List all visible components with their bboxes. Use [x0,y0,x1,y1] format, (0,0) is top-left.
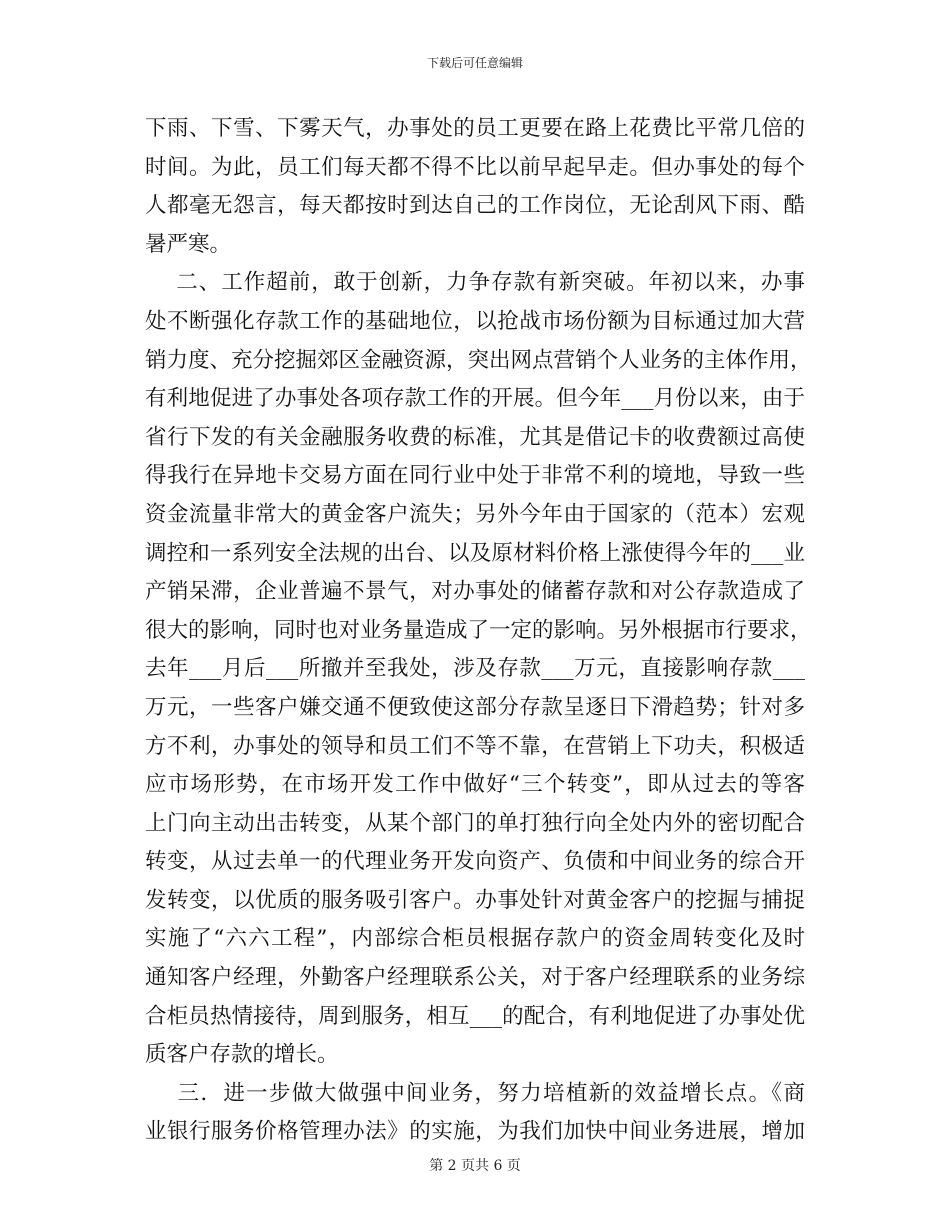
page-header: 下载后可任意编辑 [426,56,523,70]
text-line: 实施了“六六工程”，内部综合柜员根据存款户的资金周转变化及时 [145,926,805,952]
page-number: 第 2 页共 6 页 [429,1158,521,1174]
text-line: 三．进一步做大做强中间业务，努力培植新的效益增长点。《商 [145,1080,805,1106]
text-line: 人都毫无怨言，每天都按时到达自己的工作岗位，无论刮风下雨、酷 [145,193,805,219]
text-line: 下雨、下雪、下雾天气，办事处的员工更要在路上花费比平常几倍的 [145,116,805,141]
text-line: 销力度、充分挖掘郊区金融资源，突出网点营销个人业务的主体作用， [145,347,812,373]
text-line: 发转变，以优质的服务吸引客户。办事处针对黄金客户的挖掘与捕捉 [145,887,805,913]
text-line: 调控和一系列安全法规的出台、以及原材料价格上涨使得今年的___业 [145,540,805,566]
text-line: 转变，从过去单一的代理业务开发向资产、负债和中间业务的综合开 [145,849,805,875]
text-line: 省行下发的有关金融服务收费的标准，尤其是借记卡的收费额过高使 [145,424,805,450]
text-line: 质客户存款的增长。 [145,1042,339,1068]
text-line: 时间。为此，员工们每天都不得不比以前早起早走。但办事处的每个 [145,154,805,180]
text-line: 很大的影响，同时也对业务量造成了一定的影响。另外根据市行要求， [145,617,812,643]
text-line: 资金流量非常大的黄金客户流失；另外今年由于国家的（范本）宏观 [145,501,805,527]
text-line: 二、工作超前，敢于创新，力争存款有新突破。年初以来，办事 [145,270,805,296]
text-line: 暑严寒。 [145,231,232,257]
text-line: 处不断强化存款工作的基础地位，以抢战市场份额为目标通过加大营 [145,308,805,334]
text-line: 应市场形势，在市场开发工作中做好“三个转变”，即从过去的等客 [145,772,805,798]
text-line: 上门向主动出击转变，从某个部门的单打独行向全处内外的密切配合 [145,810,805,836]
text-line: 方不利，办事处的领导和员工们不等不靠，在营销上下功夫，积极适 [145,733,805,759]
text-line: 得我行在异地卡交易方面在同行业中处于非常不利的境地，导致一些 [145,463,805,489]
text-line: 产销呆滞，企业普遍不景气，对办事处的储蓄存款和对公存款造成了 [145,579,805,605]
text-line: 有利地促进了办事处各项存款工作的开展。但今年___月份以来，由于 [145,386,805,412]
text-line: 万元，一些客户嫌交通不便致使这部分存款呈逐日下滑趋势；针对多 [145,694,805,720]
text-line: 业银行服务价格管理办法》的实施，为我们加快中间业务进展，增加 [145,1119,805,1145]
text-line: 去年___月后___所撤并至我处，涉及存款___万元，直接影响存款___ [145,656,805,682]
text-line: 通知客户经理，外勤客户经理联系公关，对于客户经理联系的业务综 [145,965,805,991]
text-line: 合柜员热情接待，周到服务，相互___的配合，有利地促进了办事处优 [145,1003,805,1029]
document-body [145,110,812,1152]
